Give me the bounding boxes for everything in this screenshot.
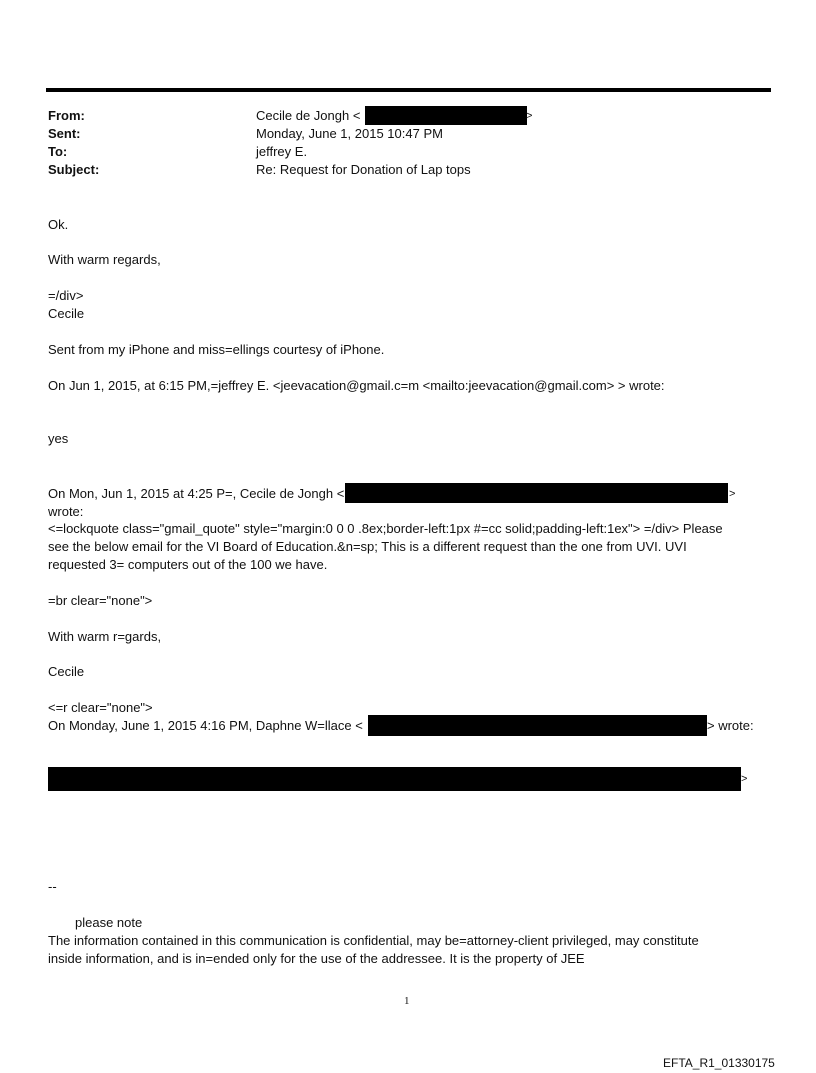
redaction-quoted-content bbox=[48, 767, 741, 791]
sent-label: Sent: bbox=[48, 126, 81, 141]
body-disclaimer-2: inside information, and is in=ended only for the use of the addressee. It is the property of JEE bbox=[48, 951, 585, 966]
redaction-close-bracket: > bbox=[741, 773, 748, 785]
body-ok: Ok. bbox=[48, 217, 69, 232]
body-regards-2: With warm r=gards, bbox=[48, 629, 162, 644]
body-r-tag: <=r clear="none"> bbox=[48, 700, 153, 715]
body-yes: yes bbox=[48, 431, 69, 446]
header-rule bbox=[46, 88, 771, 92]
sent-value: Monday, June 1, 2015 10:47 PM bbox=[256, 126, 443, 141]
body-signature-dashes: -- bbox=[48, 879, 57, 894]
redaction-from-email bbox=[365, 106, 527, 125]
body-quote-header-1: On Jun 1, 2015, at 6:15 PM,=jeffrey E. <jeevacation@gmail.c=m <mailto:jeevacation@gmail.com> > wrote: bbox=[48, 378, 665, 393]
body-div-tag: =/div> bbox=[48, 288, 84, 303]
from-value: Cecile de Jongh < bbox=[256, 108, 361, 123]
body-regards-1: With warm regards, bbox=[48, 252, 161, 267]
document-id: EFTA_R1_01330175 bbox=[663, 1056, 775, 1070]
body-wrote: wrote: bbox=[48, 504, 84, 519]
quote-header-2-close: > bbox=[729, 488, 736, 500]
from-close-bracket: > bbox=[526, 110, 533, 122]
body-requested: requested 3= computers out of the 100 we have. bbox=[48, 557, 328, 572]
redaction-cecile-email bbox=[345, 483, 728, 503]
from-label: From: bbox=[48, 108, 85, 123]
subject-value: Re: Request for Donation of Lap tops bbox=[256, 162, 471, 177]
subject-label: Subject: bbox=[48, 162, 100, 177]
to-value: jeffrey E. bbox=[256, 144, 308, 159]
page-number: 1 bbox=[404, 995, 410, 1007]
body-signature-2: Cecile bbox=[48, 664, 85, 679]
body-please-note: please note bbox=[75, 915, 143, 930]
body-signature-1: Cecile bbox=[48, 306, 85, 321]
body-quote-header-2: On Mon, Jun 1, 2015 at 4:25 P=, Cecile de Jongh < bbox=[48, 486, 345, 501]
quote-header-3-wrote: > wrote: bbox=[707, 718, 754, 733]
body-disclaimer-1: The information contained in this communication is confidential, may be=attorney-client privileged, may constitute bbox=[48, 933, 699, 948]
body-see-below: see the below email for the VI Board of Education.&n=sp; This is a different request than the one from UVI. UVI bbox=[48, 539, 687, 554]
redaction-daphne-email bbox=[368, 715, 707, 736]
to-label: To: bbox=[48, 144, 68, 159]
body-quote-header-3: On Monday, June 1, 2015 4:16 PM, Daphne W=llace < bbox=[48, 718, 363, 733]
body-blockquote: <=lockquote class="gmail_quote" style="margin:0 0 0 .8ex;border-left:1px #=cc solid;padding-left:1ex"> =/div> Please bbox=[48, 521, 723, 536]
body-br-tag: =br clear="none"> bbox=[48, 593, 153, 608]
body-sent-from: Sent from my iPhone and miss=ellings courtesy of iPhone. bbox=[48, 342, 385, 357]
